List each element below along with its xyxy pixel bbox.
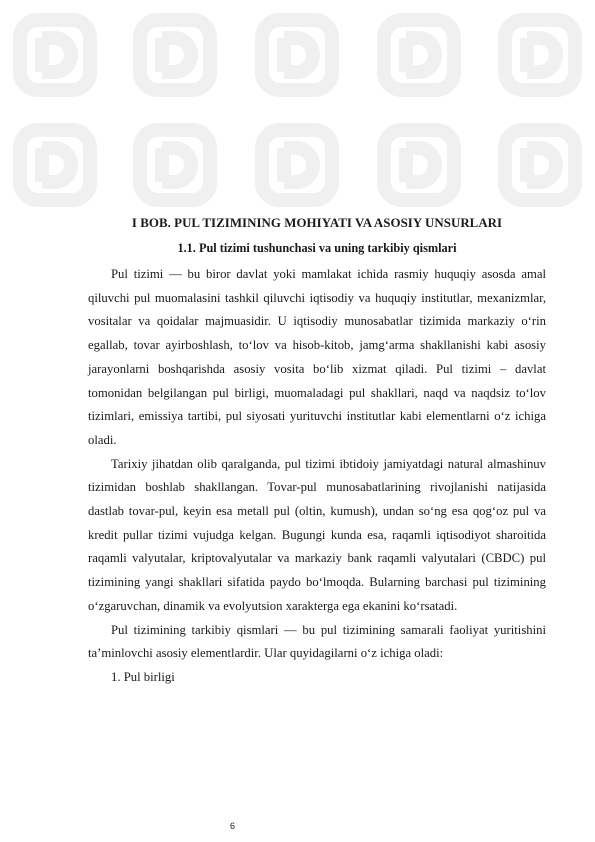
- list-item: 1. Pul birligi: [111, 669, 175, 684]
- page-number: 6: [230, 821, 236, 831]
- section-title: 1.1. Pul tizimi tushunchasi va uning tarkibiy qismlari: [177, 241, 457, 255]
- paragraph: Pul tizimining tarkibiy qismlari — bu pul tizimining samarali faoliyat yuritishini ta’minlovchi asosiy elementlardir. Ular quyidagilarni o‘z ichiga oladi:: [88, 622, 546, 661]
- body-text: [88, 263, 546, 690]
- paragraph: Pul tizimi — bu biror davlat yoki mamlakat ichida rasmiy huquqiy asosda amal qiluvchi pul muomalasini tashkil qiluvchi iqtisodiy va huquqiy institutlar, mexanizmlar, vositalar va qoidalar majmuasidir. U iqtisodiy munosabatlar tizimida markaziy o‘rin egallab, tovar ayirboshlash, to‘lov va hisob-kitob, jamg‘arma shakllanishi kabi asosiy jarayonlarni boshqarishda asosiy vosita bo‘lib xizmat qiladi. Pul tizimi – davlat tomonidan belgilangan pul birligi, muomaladagi pul shakllari, naqd va naqdsiz to‘lov tizimlari, emissiya tartibi, pul siyosati yurituvchi institutlar kabi elementlarni o‘z ichiga oladi.: [88, 267, 546, 447]
- paragraph: Tarixiy jihatdan olib qaralganda, pul tizimi ibtidoiy jamiyatdagi natural almashinuv tizimidan boshlab shakllangan. Tovar-pul munosabatlarining rivojlanishi natijasida dastlab tovar-pul, keyin esa metall pul (oltin, kumush), undan so‘ng esa qog‘oz pul va kredit pullar tizimi vujudga kelgan. Bugungi kunda esa, raqamli iqtisodiyot sharoitida raqamli valyutalar, kriptovalyutalar va markaziy bank raqamli valyutalari (CBDC) pul tizimining yangi shakllari sifatida paydo bo‘lmoqda. Bularning barchasi pul tizimining o‘zgaruvchan, dinamik va evolyutsion xarakterga ega ekanini ko‘rsatadi.: [88, 456, 546, 613]
- chapter-title: I BOB. PUL TIZIMINING MOHIYATI VA ASOSIY UNSURLARI: [131, 216, 503, 230]
